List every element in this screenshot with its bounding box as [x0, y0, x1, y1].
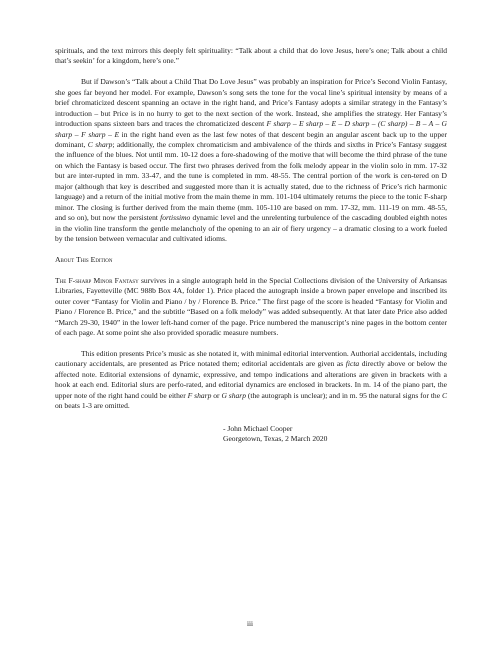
- paragraph-autograph-source: [55, 276, 447, 339]
- italic-note-name: G sharp: [221, 390, 246, 400]
- text-run: in the right hand even as the last few notes of that descent begin an angular ascent back up to the upper dominant,: [55, 129, 447, 150]
- text-run: ; additionally, the complex chromaticism and ambivalence of the thirds and sixths in Price’s Fantasy suggest the influence of the blues. Not until mm. 10-12 does a fore-shadowing of the motive that will become the third phrase of the tune on which the Fantasy is based occur. The first two phrases derived from the folk melody appear in the violin solo in mm. 17-32 but are inter-rupted in mm. 33-47, and the tune is completed in mm. 48-55. The central portion of the work is cen-tered on D major (although that key is described and suggested more than it is actually stated, due to the richness of Price’s rich harmonic language) and a return of the initial motive from the main theme in mm. 101-104 ultimately returns the piece to the tonic F-sharp minor. The closing is further derived from the main theme (mm. 105-110 are based on mm. 17-32, mm. 111-19 on mm. 48-55, and so on), but now the persistent: [55, 140, 447, 223]
- text-run: or: [211, 390, 222, 400]
- paragraph-spirituals: spirituals, and the text mirrors this deeply felt spirituality: “Talk about a child that do love Jesus, here’s one; Talk about a child that’s seekin’ for a kingdom, here’s one.”: [55, 46, 447, 66]
- text-run: dynamic level and the unrelenting turbulence of the cascading doubled eighth notes in the violin line transform the gentle melancholy of the opening to an air of fiery urgency – a dramatic closing to a work fueled by the tension between vernacular and cultivated idioms.: [55, 213, 448, 244]
- text-run: (the autograph is unclear); and in m. 95 the natural signs for the: [245, 390, 442, 400]
- text-run: This edition presents Price’s music as she notated it, with minimal editorial intervention. Authorial accidentals, including cautionary accidentals, are presented as Price notated them; editorial accidentals are given as: [55, 348, 447, 369]
- signature-place-date: Georgetown, Texas, 2 March 2020: [223, 434, 328, 444]
- section-heading: About This Edition: [55, 254, 113, 264]
- paragraph-dawson-analysis: [55, 77, 447, 244]
- page-number: iii: [247, 620, 253, 628]
- small-caps-title: The F-sharp Minor Fantasy: [55, 275, 139, 285]
- italic-note-name: C sharp: [87, 140, 113, 150]
- italic-note-sequence: F sharp – E sharp – E – D sharp – (C sharp) – B – A – G sharp – F sharp – E: [55, 119, 447, 139]
- paragraph-editorial-method: [55, 349, 447, 412]
- italic-note-name: F sharp: [187, 390, 212, 400]
- italic-note-name: C: [441, 390, 447, 400]
- text-run: But if Dawson’s “Talk about a Child That Do Love Jesus” was probably an inspiration for Price’s Second Violin Fantasy, she goes far beyond her model. For example, Dawson’s song sets the tone for the vocal line’s spiritual intensity by means of a brief chromaticized descent spanning an octave in the right hand, and Price’s Fantasy adopts a similar strategy in the Fantasy’s introduction – but Price is in no hurry to get to the next section of the work. Instead, she amplifies the strategy. Her Fantasy’s introduction spans sixteen bars and traces the chromaticized descent: [55, 77, 447, 129]
- signature-name: - John Michael Cooper: [223, 423, 293, 433]
- italic-term: ficta: [345, 359, 360, 369]
- document-page: [55, 46, 447, 445]
- text-run: on beats 1-3 are omitted.: [55, 401, 130, 411]
- italic-dynamic: fortissimo: [160, 213, 191, 223]
- text-run: directly above or below the affected note. Editorial extensions of dynamic, expressive, and tempo indications and alterations are given in brackets with a hook at each end. Editorial slurs are perfo-rated, and editorial dynamics are enclosed in brackets. In m. 14 of the piano part, the upper note of the right hand could be either: [55, 359, 448, 400]
- text-run: survives in a single autograph held in the Special Collections division of the University of Arkansas Libraries, Fayetteville (MC 988b Box 4A, folder 1). Price placed the autograph inside a brown paper envelope and inscribed its outer cover “Fantasy for Violin and Piano / by / Florence B. Price.” The first page of the score is headed “Fantasy for Violin and Piano / Florence B. Price,” and the subtitle “Based on a folk melody” was added subsequently. At that later date Price also added “March 29-30, 1940” in the lower left-hand corner of the page. Price numbered the manuscript’s nine pages in the bottom center of each page. At some point she also provided sporadic measure numbers.: [55, 275, 447, 338]
- signature-block: [223, 424, 447, 445]
